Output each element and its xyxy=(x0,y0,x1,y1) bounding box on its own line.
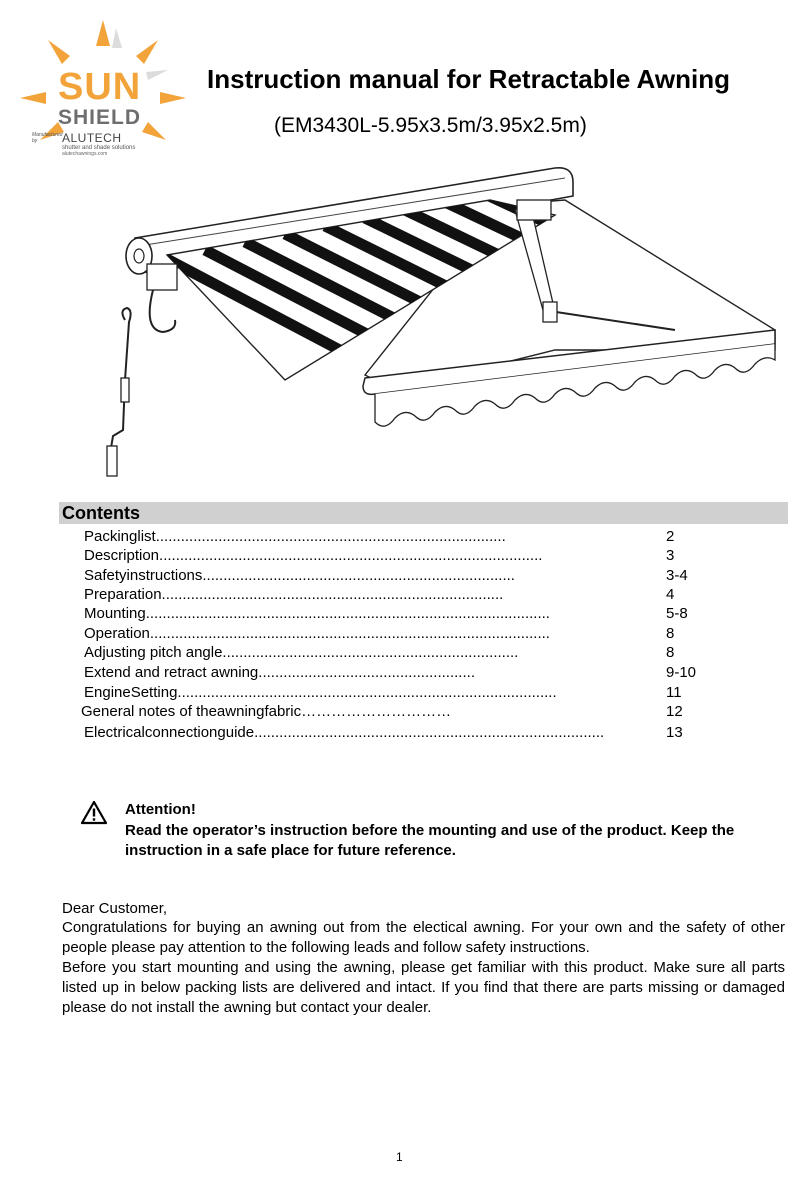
toc-page: 12 xyxy=(666,703,683,720)
toc-item: Operation................................................................................................ xyxy=(84,625,550,642)
contents-heading-bar xyxy=(59,502,788,524)
toc-item: Safetyinstructions........................................................................... xyxy=(84,567,515,584)
contents-heading: Contents xyxy=(62,503,140,523)
logo-manufactured-by: Manufactured by xyxy=(32,132,63,144)
toc-page: 3 xyxy=(666,547,675,564)
toc-page: 2 xyxy=(666,528,675,545)
page-number: 1 xyxy=(396,1150,403,1164)
awning-illustration xyxy=(95,160,785,490)
toc-page: 5-8 xyxy=(666,605,688,622)
page-title: Instruction manual for Retractable Awning xyxy=(207,64,730,94)
toc-item: Extend and retract awning.................................................... xyxy=(84,664,475,681)
attention-title: Attention! xyxy=(125,801,196,818)
logo-brand-bottom: SHIELD xyxy=(58,106,142,129)
logo-url: alutechawnings.com xyxy=(62,151,108,157)
warning-icon xyxy=(80,800,108,825)
toc-page: 4 xyxy=(666,586,675,603)
toc-page: 11 xyxy=(666,684,682,701)
letter-paragraph: Congratulations for buying an awning out from the electical awning. For your own and the safety of other people please pay attention to the following leads and follow safety instructions. xyxy=(62,919,785,956)
toc-page: 8 xyxy=(666,644,675,661)
toc-page: 9-10 xyxy=(666,664,697,681)
logo-tagline: shutter and shade solutions xyxy=(62,145,136,151)
attention-body: Read the operator’s instruction before the mounting and use of the product. Keep the instruction in a safe place for future reference. xyxy=(125,822,735,859)
toc-item: Packinglist.................................................................................... xyxy=(84,528,506,545)
letter-paragraph: Before you start mounting and using the awning, please get familiar with this product. Make sure all parts listed up in below packing lists are delivered and intact. If you find that there are parts missing or damaged please do not install the awning but contact your dealer. xyxy=(62,959,785,1016)
logo-maker: ALUTECH xyxy=(62,131,122,145)
toc-item: Adjusting pitch angle....................................................................... xyxy=(84,644,519,661)
toc-item: Electricalconnectionguide.................................................................................... xyxy=(84,724,605,741)
toc-item: Description............................................................................................ xyxy=(84,547,543,564)
toc-page: 13 xyxy=(666,724,683,741)
logo-brand-top: SUN xyxy=(58,66,142,108)
toc-item: EngineSetting........................................................................................... xyxy=(84,684,557,701)
toc-item: Preparation.................................................................................. xyxy=(84,586,504,603)
toc-item: Mounting................................................................................................. xyxy=(84,605,550,622)
toc-page: 3-4 xyxy=(666,567,688,584)
page-subtitle: (EM3430L-5.95x3.5m/3.95x2.5m) xyxy=(274,114,587,137)
toc-page: 8 xyxy=(666,625,675,642)
toc-item: General notes of theawningfabric………………………… xyxy=(81,703,452,720)
letter-greeting: Dear Customer, xyxy=(62,900,168,917)
